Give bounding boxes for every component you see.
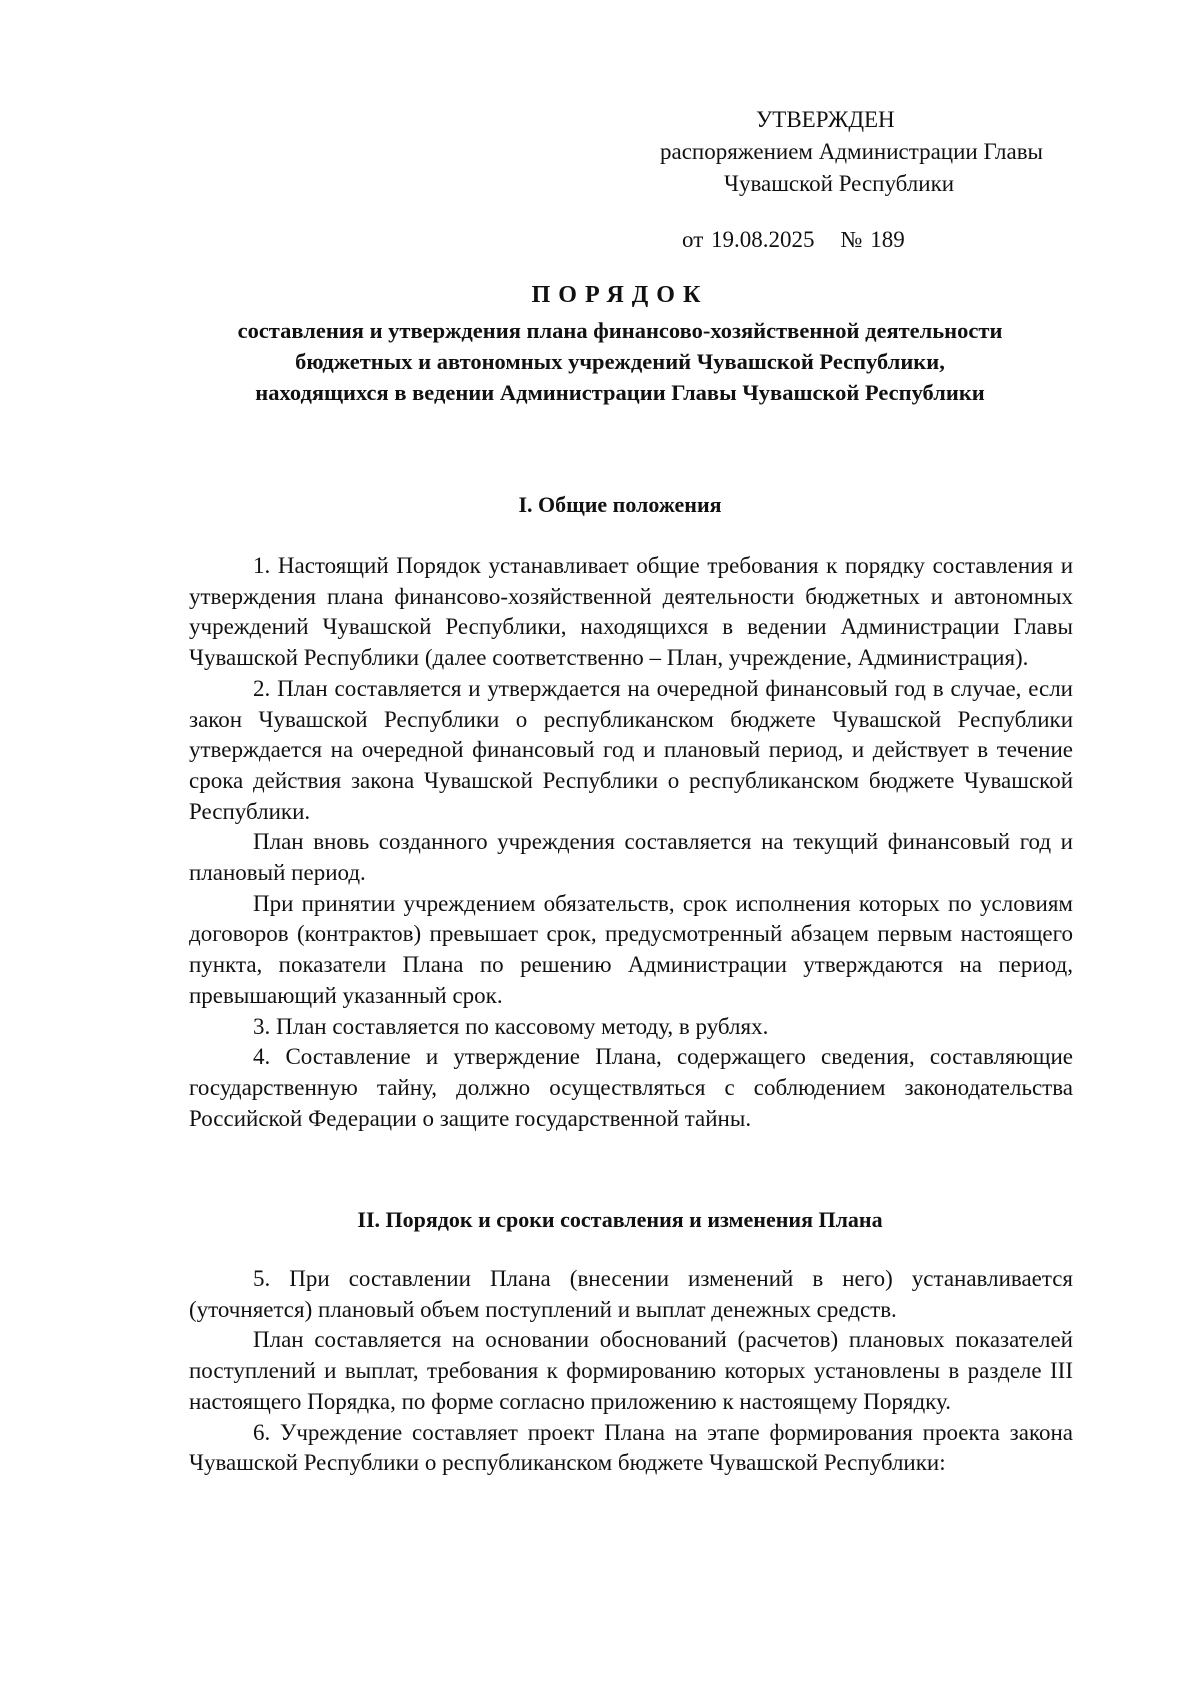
document-title: ПОРЯДОК <box>531 282 709 308</box>
paragraph: 2. План составляется и утверждается на очередной финансовый год в случае, если закон Чувашской Республики о республиканском бюджете Чувашской Республики утверждается на очередной финансовый год и плановый период, и действует в течение срока действия закона Чувашской Республики о республиканском бюджете Чувашской Республики. <box>189 675 1073 824</box>
approval-number: № 189 <box>840 227 905 252</box>
paragraph: 5. При составлении Плана (внесении изменений в него) устанавливается (уточняется) плановый объем поступлений и выплат денежных средств. <box>189 1266 1073 1322</box>
paragraph: При принятии учреждением обязательств, срок исполнения которых по условиям договоров (контрактов) превышает срок, предусмотренный абзацем первым настоящего пункта, показатели Плана по решению Администрации утверждаются на период, превышающий указанный срок. <box>189 890 1073 1008</box>
approval-authority: распоряжением Администрации Главы <box>660 139 1044 164</box>
paragraph: 1. Настоящий Порядок устанавливает общие требования к порядку составления и утверждения плана финансово-хозяйственной деятельности бюджетных и автономных учреждений Чувашской Республики, находящихся в ведении Администрации Главы Чувашской Республики (далее соответственно – План, учреждение, Администрация). <box>189 553 1073 671</box>
section-2-heading: II. Порядок и сроки составления и изменения Плана <box>357 1207 883 1232</box>
paragraph: 3. План составляется по кассовому методу, в рублях. <box>253 1013 769 1039</box>
approval-title: УТВЕРЖДЕН <box>756 107 895 132</box>
paragraph: План вновь созданного учреждения составляется на текущий финансовый год и плановый период. <box>189 829 1073 886</box>
paragraph: 6. Учреждение составляет проект Плана на этапе формирования проекта закона Чувашской Республики о республиканском бюджете Чувашской Республики: <box>189 1419 1073 1476</box>
section-2-body <box>189 1264 1073 1479</box>
section-1-body <box>189 551 1073 1134</box>
document-subtitle-line: бюджетных и автономных учреждений Чувашской Республики, <box>295 349 945 374</box>
document-subtitle-line: находящихся в ведении Администрации Главы Чувашской Республики <box>255 380 985 405</box>
paragraph: План составляется на основании обоснований (расчетов) плановых показателей поступлений и выплат, требования к формированию которых установлены в разделе III настоящего Порядка, по форме согласно приложению к настоящему Порядку. <box>189 1327 1073 1414</box>
section-1-heading: I. Общие положения <box>518 492 722 517</box>
approval-date: от 19.08.2025 <box>682 227 815 252</box>
document-title-block <box>160 280 1080 408</box>
approval-stamp <box>620 104 1080 256</box>
approval-date-number <box>620 224 1080 256</box>
document-subtitle-line: составления и утверждения плана финансово-хозяйственной деятельности <box>237 318 1003 343</box>
approval-region: Чувашской Республики <box>724 171 955 196</box>
paragraph: 4. Составление и утверждение Плана, содержащего сведения, составляющие государственную тайну, должно осуществляться с соблюдением законодательства Российской Федерации о защите государственной тайны. <box>189 1044 1073 1131</box>
